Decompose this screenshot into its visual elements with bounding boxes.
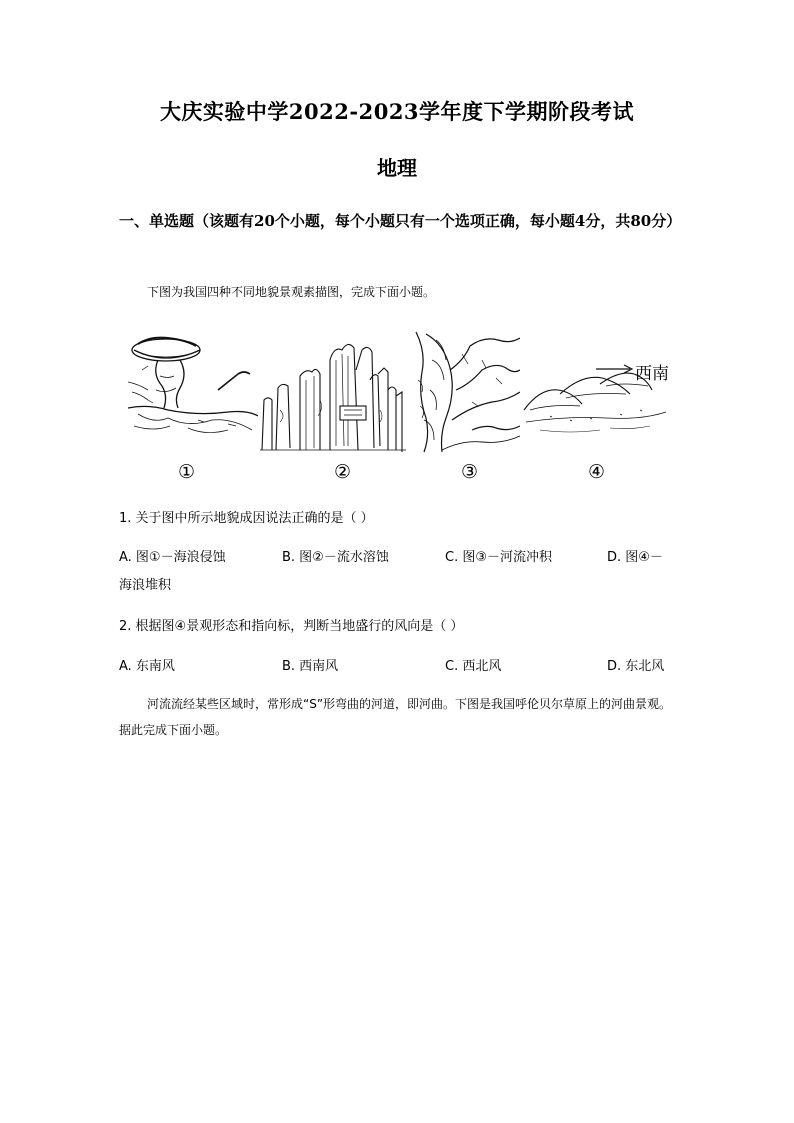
question-2-stem: 2. 根据图④景观形态和指向标，判断当地盛行的风向是（ ） <box>119 619 464 634</box>
exam-title: 大庆实验中学2022-2023学年度下学期阶段考试 <box>159 99 635 124</box>
question-2-option-c: C. 西北风 <box>445 659 502 674</box>
sand-dune-sketch <box>520 330 673 455</box>
karst-forest-sketch <box>260 330 406 455</box>
canyon-sketch <box>412 330 520 455</box>
question-1-option-c: C. 图③－河流冲积 <box>445 550 552 565</box>
section-heading: 一、单选题（该题有20个小题，每个小题只有一个选项正确，每小题4分，共80分） <box>119 212 682 230</box>
question-1-option-d: D. 图④－ <box>607 550 663 565</box>
question-1-option-a: A. 图①－海浪侵蚀 <box>119 550 226 565</box>
panel-number-4: ④ <box>588 461 606 483</box>
panel-number-1: ① <box>178 461 196 483</box>
mushroom-rock-sketch <box>128 330 258 455</box>
question-1-option-b: B. 图②－流水溶蚀 <box>282 550 389 565</box>
question-2-option-a: A. 东南风 <box>119 659 175 674</box>
intro-text: 下图为我国四种不同地貌景观素描图，完成下面小题。 <box>147 285 436 299</box>
question-2-option-d: D. 东北风 <box>607 659 665 674</box>
panel-number-2: ② <box>334 461 352 483</box>
passage-text: 河流流经某些区域时，常形成“S”形弯曲的河道，即河曲。下图是我国呼伦贝尔草原上的河曲景观。据此完成下面小题。 <box>119 697 672 737</box>
direction-arrow <box>596 365 632 373</box>
panel-number-3: ③ <box>461 461 479 483</box>
question-2-option-b: B. 西南风 <box>282 659 339 674</box>
landform-sketch-figure <box>128 330 673 485</box>
subject-title: 地理 <box>377 156 417 180</box>
question-1-option-d-continued: 海浪堆积 <box>119 578 172 593</box>
direction-label: 西南 <box>635 364 669 384</box>
question-1-stem: 1. 关于图中所示地貌成因说法正确的是（ ） <box>119 511 374 526</box>
